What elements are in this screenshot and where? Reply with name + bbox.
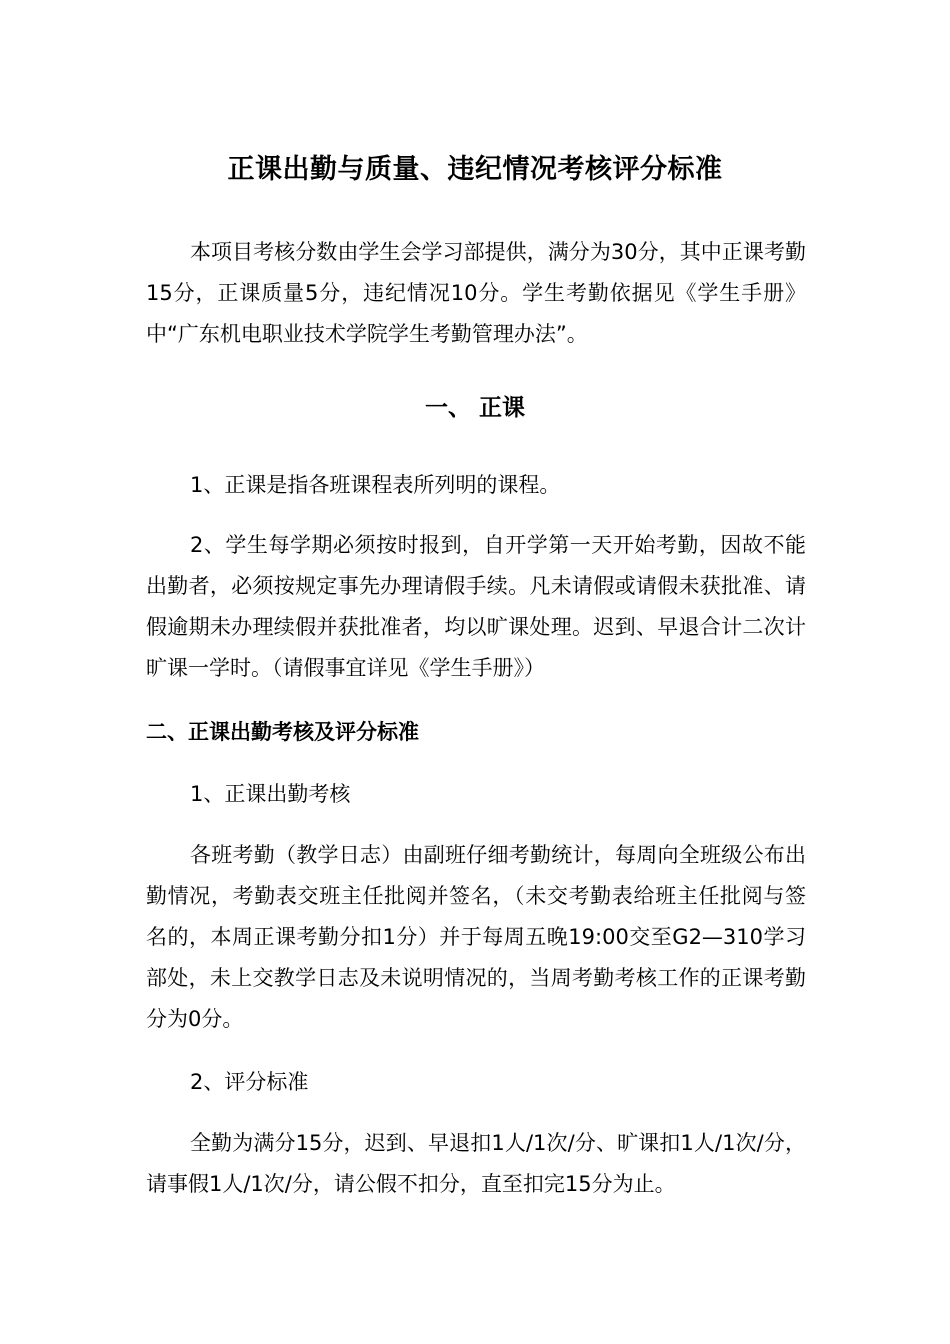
subsection-label-scoring-standard: 2、评分标准	[190, 1070, 309, 1094]
scoring-standard-paragraph: 全勤为满分15分，迟到、早退扣1人/1次/分、旷课扣1人/1次/分，请事假1人/1次/分，请公假不扣分，直至扣完15分为止。	[146, 1131, 806, 1196]
section-heading-regular-classes: 一、 正课	[424, 395, 525, 421]
section-heading-attendance-standard: 二、正课出勤考核及评分标准	[146, 720, 419, 744]
attendance-check-paragraph: 各班考勤（教学日志）由副班仔细考勤统计，每周向全班级公布出勤情况，考勤表交班主任批阅并签名，（未交考勤表给班主任批阅与签名的，本周正课考勤分扣1分）并于每周五晚19:00交至G2—310学习部处，未上交教学日志及未说明情况的，当周考勤考核工作的正课考勤分为0分。	[146, 843, 806, 1031]
document-title: 正课出勤与质量、违纪情况考核评分标准	[227, 154, 723, 185]
subsection-label-attendance-check: 1、正课出勤考核	[190, 782, 351, 806]
section1-item-2: 2、学生每学期必须按时报到，自开学第一天开始考勤，因故不能出勤者，必须按规定事先办理请假手续。凡未请假或请假未获批准、请假逾期未办理续假并获批准者，均以旷课处理。迟到、早退合计二次计旷课一学时。（请假事宜详见《学生手册》）	[146, 533, 806, 680]
intro-paragraph: 本项目考核分数由学生会学习部提供，满分为30分，其中正课考勤15分，正课质量5分，违纪情况10分。学生考勤依据见《学生手册》中“广东机电职业技术学院学生考勤管理办法”。	[146, 240, 806, 346]
section1-item-1: 1、正课是指各班课程表所列明的课程。	[190, 473, 561, 497]
